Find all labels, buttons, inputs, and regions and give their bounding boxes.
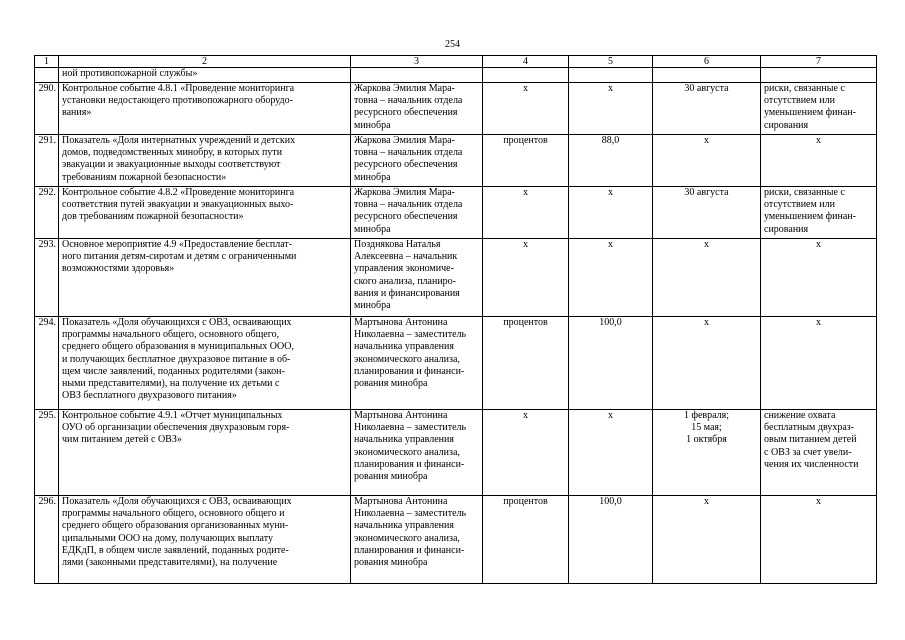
row-responsible: Позднякова Наталья Алексеевна – начальник управления экономиче- ского анализа, планиро- вания и финансирования минобра bbox=[351, 239, 483, 317]
row-deadline: x bbox=[653, 135, 761, 187]
row-description: Контрольное событие 4.8.2 «Проведение мониторинга соответствия путей эвакуации и эвакуационных выхо- дов требованиям пожарной безопасности» bbox=[59, 187, 351, 239]
row-description: Показатель «Доля обучающихся с ОВЗ, осваивающих программы начального общего, основного общего и среднего общего образования организованных муни- ципальными ООО на дому, получающих выплату ЕДКдП, в общем числе заявлений, поданных родите- лями (законными представителями), на получение bbox=[59, 496, 351, 584]
table-row bbox=[35, 135, 877, 187]
row-unit: x bbox=[483, 187, 569, 239]
row-deadline: 30 августа bbox=[653, 83, 761, 135]
row-number: 291. bbox=[35, 135, 59, 187]
row-description: Контрольное событие 4.9.1 «Отчет муниципальных ОУО об организации обеспечения двухразовым горя- чим питанием детей с ОВЗ» bbox=[59, 410, 351, 496]
row-deadline: x bbox=[653, 317, 761, 410]
row-number bbox=[35, 68, 59, 83]
row-unit: x bbox=[483, 410, 569, 496]
table-row bbox=[35, 187, 877, 239]
row-responsible: Мартынова Антонина Николаевна – заместитель начальника управления экономического анализа, планирования и финанси- рования минобра bbox=[351, 496, 483, 584]
row-description: ной противопожарной службы» bbox=[59, 68, 351, 83]
row-number: 290. bbox=[35, 83, 59, 135]
row-risks: x bbox=[761, 496, 877, 584]
row-deadline: 30 августа bbox=[653, 187, 761, 239]
row-target-value: x bbox=[569, 410, 653, 496]
row-target-value: 100,0 bbox=[569, 317, 653, 410]
row-responsible bbox=[351, 68, 483, 83]
row-target-value: 100,0 bbox=[569, 496, 653, 584]
row-unit: x bbox=[483, 239, 569, 317]
row-risks: риски, связанные с отсутствием или уменьшением финан- сирования bbox=[761, 83, 877, 135]
column-header: 2 bbox=[59, 56, 351, 68]
row-risks: x bbox=[761, 239, 877, 317]
row-risks: риски, связанные с отсутствием или уменьшением финан- сирования bbox=[761, 187, 877, 239]
row-number: 292. bbox=[35, 187, 59, 239]
page-number: 254 bbox=[445, 39, 460, 50]
row-description: Основное мероприятие 4.9 «Предоставление бесплат- ного питания детям-сиротам и детям с ограниченными возможностями здоровья» bbox=[59, 239, 351, 317]
row-deadline bbox=[653, 68, 761, 83]
row-responsible: Жаркова Эмилия Мара- товна – начальник отдела ресурсного обеспечения минобра bbox=[351, 83, 483, 135]
row-unit: x bbox=[483, 83, 569, 135]
row-description: Контрольное событие 4.8.1 «Проведение мониторинга установки недостающего противопожарного оборудо- вания» bbox=[59, 83, 351, 135]
row-unit bbox=[483, 68, 569, 83]
row-number: 294. bbox=[35, 317, 59, 410]
row-number: 296. bbox=[35, 496, 59, 584]
table-row bbox=[35, 239, 877, 317]
row-responsible: Мартынова Антонина Николаевна – заместитель начальника управления экономического анализа, планирования и финанси- рования минобра bbox=[351, 410, 483, 496]
row-responsible: Мартынова Антонина Николаевна – заместитель начальника управления экономического анализа, планирования и финанси- рования минобра bbox=[351, 317, 483, 410]
row-number: 293. bbox=[35, 239, 59, 317]
table-row bbox=[35, 410, 877, 496]
row-deadline: 1 февраля; 15 мая; 1 октября bbox=[653, 410, 761, 496]
column-header: 1 bbox=[35, 56, 59, 68]
row-unit: процентов bbox=[483, 496, 569, 584]
row-number: 295. bbox=[35, 410, 59, 496]
row-target-value: x bbox=[569, 187, 653, 239]
row-risks: x bbox=[761, 135, 877, 187]
plan-table bbox=[34, 55, 877, 584]
row-unit: процентов bbox=[483, 317, 569, 410]
row-unit: процентов bbox=[483, 135, 569, 187]
row-risks bbox=[761, 68, 877, 83]
row-description: Показатель «Доля интернатных учреждений и детских домов, подведомственных минобру, в которых пути эвакуации и эвакуационные выходы соответствуют требованиям пожарной безопасности» bbox=[59, 135, 351, 187]
column-header: 7 bbox=[761, 56, 877, 68]
column-header: 4 bbox=[483, 56, 569, 68]
row-target-value: x bbox=[569, 83, 653, 135]
row-target-value: x bbox=[569, 239, 653, 317]
row-risks: снижение охвата бесплатным двухраз- овым питанием детей с ОВЗ за счет увели- чения их численности bbox=[761, 410, 877, 496]
column-header: 3 bbox=[351, 56, 483, 68]
column-header-row bbox=[35, 56, 877, 68]
row-description: Показатель «Доля обучающихся с ОВЗ, осваивающих программы начального общего, основного общего, среднего общего образования в муниципальных ООО, и получающих бесплатное двухразовое питание в об- щем числе заявлений, поданных родителями (закон- ными представителями), на получение их детьми с ОВЗ бесплатного двухразового питания» bbox=[59, 317, 351, 410]
row-responsible: Жаркова Эмилия Мара- товна – начальник отдела ресурсного обеспечения минобра bbox=[351, 187, 483, 239]
column-header: 6 bbox=[653, 56, 761, 68]
row-target-value bbox=[569, 68, 653, 83]
table-row bbox=[35, 68, 877, 83]
table-row bbox=[35, 317, 877, 410]
table-row bbox=[35, 83, 877, 135]
table-row bbox=[35, 496, 877, 584]
row-deadline: x bbox=[653, 239, 761, 317]
row-responsible: Жаркова Эмилия Мара- товна – начальник отдела ресурсного обеспечения минобра bbox=[351, 135, 483, 187]
row-deadline: x bbox=[653, 496, 761, 584]
row-target-value: 88,0 bbox=[569, 135, 653, 187]
row-risks: x bbox=[761, 317, 877, 410]
column-header: 5 bbox=[569, 56, 653, 68]
